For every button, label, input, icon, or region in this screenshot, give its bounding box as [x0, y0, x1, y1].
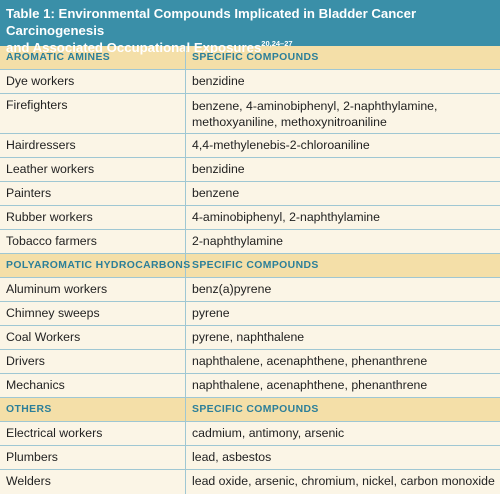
- occupation-cell: Plumbers: [0, 446, 186, 469]
- occupation-cell: Mechanics: [0, 374, 186, 397]
- compounds-cell: 4-aminobiphenyl, 2-naphthylamine: [192, 210, 380, 224]
- table-title-line1: Table 1: Environmental Compounds Implicated in Bladder Cancer Carcinogenesis: [6, 6, 417, 38]
- occupation-cell: Leather workers: [0, 158, 186, 181]
- compounds-cell: pyrene: [192, 306, 230, 320]
- compounds-cell: naphthalene, acenaphthene, phenanthrene: [192, 354, 428, 368]
- compounds-cell: benzidine: [192, 74, 245, 88]
- compounds-cell: benzene: [192, 186, 240, 200]
- occupation-cell: Aluminum workers: [0, 278, 186, 301]
- table-row: [0, 326, 500, 350]
- occupation-cell: Drivers: [0, 350, 186, 373]
- table-title: [0, 0, 500, 55]
- table-row: [0, 422, 500, 446]
- section-header-aromatic-amines: [0, 46, 500, 70]
- table-title-line2-text: and Associated Occupational Exposures: [6, 40, 262, 55]
- table-row: [0, 182, 500, 206]
- compounds-cell: cadmium, antimony, arsenic: [192, 426, 345, 440]
- table-row: [0, 302, 500, 326]
- section-header-label: OTHERS: [0, 398, 186, 421]
- table-row: [0, 350, 500, 374]
- table-row: [0, 230, 500, 254]
- table-row: [0, 94, 500, 134]
- occupation-cell: Coal Workers: [0, 326, 186, 349]
- compounds-cell: lead, asbestos: [192, 450, 272, 464]
- occupation-cell: Painters: [0, 182, 186, 205]
- section-column-header: SPECIFIC COMPOUNDS: [192, 52, 319, 63]
- occupation-cell: Tobacco farmers: [0, 230, 186, 253]
- table-row: [0, 134, 500, 158]
- occupation-cell: Rubber workers: [0, 206, 186, 229]
- occupation-cell: Firefighters: [0, 94, 186, 133]
- occupation-cell: Dye workers: [0, 70, 186, 93]
- compounds-cell: pyrene, naphthalene: [192, 330, 305, 344]
- compounds-cell: naphthalene, acenaphthene, phenanthrene: [192, 378, 428, 392]
- compounds-cell: 4,4-methylenebis-2-chloroaniline: [192, 138, 370, 152]
- table-row: [0, 278, 500, 302]
- occupation-cell: Hairdressers: [0, 134, 186, 157]
- compounds-cell: benzene, 4-aminobiphenyl, 2-naphthylamine, methoxyaniline, methoxynitroaniline: [192, 99, 438, 129]
- table-row: [0, 206, 500, 230]
- section-header-label: POLYAROMATIC HYDROCARBONS: [0, 254, 186, 277]
- compounds-cell: lead oxide, arsenic, chromium, nickel, carbon monoxide: [192, 474, 495, 488]
- compounds-cell: benz(a)pyrene: [192, 282, 272, 296]
- table-row: [0, 374, 500, 398]
- occupation-cell: Welders: [0, 470, 186, 494]
- table-row: [0, 70, 500, 94]
- table-row: [0, 446, 500, 470]
- section-column-header: SPECIFIC COMPOUNDS: [192, 404, 319, 415]
- table-title-refs: 20,24–27: [261, 39, 293, 48]
- table-row: [0, 470, 500, 494]
- occupation-cell: Chimney sweeps: [0, 302, 186, 325]
- section-header-others: [0, 398, 500, 422]
- section-header-polyaromatic-hydrocarbons: [0, 254, 500, 278]
- occupation-cell: Electrical workers: [0, 422, 186, 445]
- table-row: [0, 158, 500, 182]
- compounds-cell: benzidine: [192, 162, 245, 176]
- compounds-cell: 2-naphthylamine: [192, 234, 283, 248]
- section-header-label: AROMATIC AMINES: [0, 46, 186, 69]
- section-column-header: SPECIFIC COMPOUNDS: [192, 260, 319, 271]
